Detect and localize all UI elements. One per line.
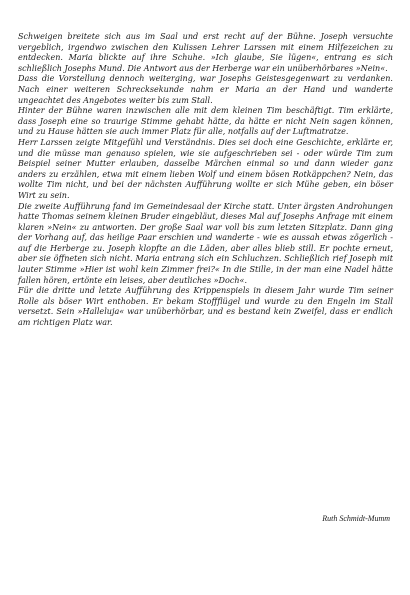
paragraph-4: Herr Larssen zeigte Mitgefühl und Verständnis. Dies sei doch eine Geschichte, erklärte er, und die müsse man genauso spielen, wie sie aufgeschrieben sei - oder würde Tim zum Beispiel seiner Mutter erlauben, dasselbe Märchen einmal so und dann wieder ganz anders zu erzählen, etwa mit einem lieben Wolf und einem bösen Rotkäppchen? Nein, das wollte Tim nicht, und bei der nächsten Aufführung wollte er sich Mühe geben, ein böser Wirt zu sein.	[18, 137, 393, 200]
author-signature: Ruth Schmidt-Mumm	[322, 514, 390, 523]
paragraph-5: Die zweite Aufführung fand im Gemeindesaal der Kirche statt. Unter ärgsten Androhungen hatte Thomas seinem kleinen Bruder eingebläut, dieses Mal auf Josephs Anfrage mit einem klaren »Nein« zu antworten. Der große Saal war voll bis zum letzten Sitzplatz. Dann ging der Vorhang auf, das heilige Paar erschien und wanderte - wie es aussah etwas zögerlich - auf die Herberge zu. Joseph klopfte an die Läden, aber alles blieb still. Er pochte erneut, aber sie öffneten sich nicht. Maria entrang sich ein Schluchzen. Schließlich rief Joseph mit lauter Stimme »Hier ist wohl kein Zimmer frei?« In die Stille, in der man eine Nadel hätte fallen hören, ertönte ein leises, aber deutliches »Doch«.	[18, 201, 393, 285]
paragraph-1: Schweigen breitete sich aus im Saal und erst recht auf der Bühne. Joseph versuchte vergeblich, irgendwo zwischen den Kulissen Lehrer Larssen mit einem Hilfezeichen zu entdecken. Maria blickte auf ihre Schuhe. »Ich glaube, Sie lügen«, entrang es sich schließlich Josephs Mund. Die Antwort aus der Herberge war ein unüberhörbares »Nein«.	[18, 32, 393, 73]
document-page	[18, 32, 393, 592]
paragraph-6: Für die dritte und letzte Aufführung des Krippenspiels in diesem Jahr wurde Tim seiner Rolle als böser Wirt enthoben. Er bekam Stoffflügel und wurde zu den Engeln im Stall versetzt. Sein »Halleluja« war unüberhörbar, und es bestand kein Zweifel, dass er endlich am richtigen Platz war.	[18, 286, 393, 328]
paragraph-2: Dass die Vorstellung dennoch weiterging, war Josephs Geistesgegenwart zu verdanken. Nach einer weiteren Schrecksekunde nahm er Maria an der Hand und wanderte ungeachtet des Angebotes weiter bis zum Stall.	[18, 74, 393, 105]
paragraph-3: Hinter der Bühne waren inzwischen alle mit dem kleinen Tim beschäftigt. Tim erklärte, dass Joseph eine so traurige Stimme gehabt hätte, da hätte er nicht Nein sagen können, und zu Hause hätten sie auch immer Platz für alle, notfalls auf der Luftmatratze.	[18, 106, 393, 137]
